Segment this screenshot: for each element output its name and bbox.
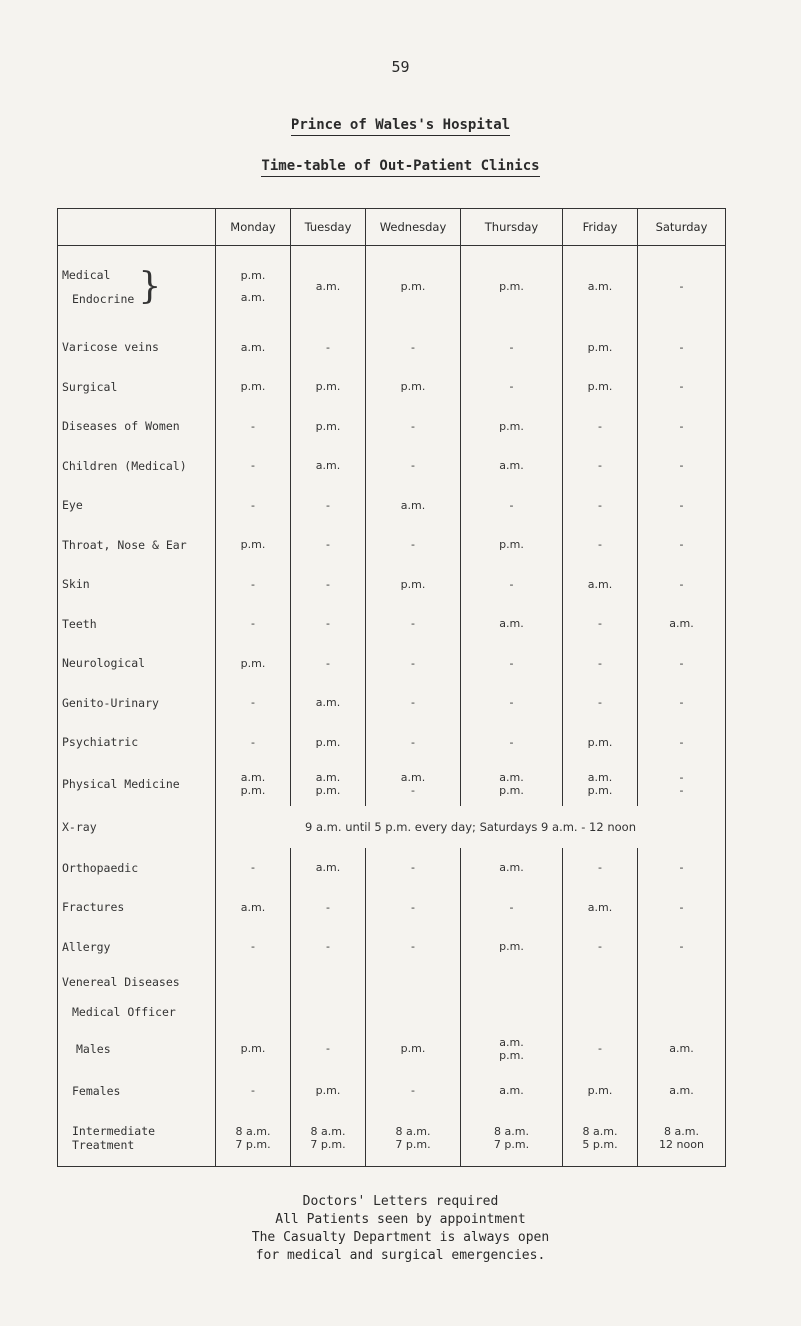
row-label [58, 967, 216, 997]
table-cell [216, 1027, 291, 1071]
cell-line: a.m. [499, 771, 524, 784]
table-cell: - [216, 683, 291, 723]
row-label-endocrine: Endocrine [72, 291, 135, 306]
row-label-text: Surgical [62, 379, 118, 394]
table-row [58, 806, 726, 848]
header-cell: Wednesday [366, 209, 461, 246]
table-cell [638, 1027, 726, 1071]
table-cell: p.m. [366, 565, 461, 605]
row-label-text: Females [72, 1083, 121, 1098]
row-label-text: Varicose veins [62, 340, 159, 355]
cell-line: 12 noon [659, 1138, 704, 1152]
row-label [58, 446, 216, 486]
table-cell [563, 1111, 638, 1167]
cell-line: 7 p.m. [395, 1138, 431, 1152]
row-label-text: Venereal Diseases [62, 974, 180, 989]
cell-line: - [411, 1084, 415, 1097]
row-label-text: Allergy [62, 939, 111, 954]
table-cell: - [366, 927, 461, 967]
table-cell: - [216, 446, 291, 486]
table-cell [461, 997, 563, 1027]
brace-symbol: } [138, 265, 162, 307]
footer-line: The Casualty Department is always open [251, 1230, 550, 1245]
table-row [58, 967, 726, 997]
table-cell: - [638, 367, 726, 407]
cell-line: - [598, 1042, 602, 1055]
footer-line: for medical and surgical emergencies. [255, 1248, 546, 1263]
table-row [58, 407, 726, 447]
cell-line: p.m. [240, 269, 266, 283]
table-row [58, 1111, 726, 1167]
table-cell [563, 997, 638, 1027]
table-cell: p.m. [216, 367, 291, 407]
table-cell: p.m. [291, 367, 366, 407]
table-cell: a.m. [461, 604, 563, 644]
table-cell: - [563, 927, 638, 967]
table-row [58, 328, 726, 368]
clinic-timetable [57, 208, 726, 1167]
table-cell: - [563, 848, 638, 888]
table-cell [461, 1071, 563, 1111]
table-cell: p.m. [291, 723, 366, 763]
table-cell [638, 762, 726, 806]
table-cell: - [216, 565, 291, 605]
row-label [58, 1111, 216, 1167]
table-cell [563, 1071, 638, 1111]
row-label [58, 565, 216, 605]
table-cell: - [366, 848, 461, 888]
table-cell [216, 1111, 291, 1167]
footer-line: All Patients seen by appointment [275, 1212, 526, 1227]
table-cell: - [638, 525, 726, 565]
table-cell: p.m. [563, 328, 638, 368]
table-cell: a.m. [291, 848, 366, 888]
table-cell: - [638, 723, 726, 763]
row-label-text: Treatment [72, 1138, 135, 1153]
cell-line: 7 p.m. [493, 1138, 530, 1152]
cell-line: p.m. [315, 784, 341, 797]
table-cell: - [291, 644, 366, 684]
cell-line: a.m. [669, 1042, 694, 1055]
row-label-text: Orthopaedic [62, 860, 139, 875]
row-label-text: Physical Medicine [62, 777, 180, 791]
table-row [58, 723, 726, 763]
row-label-text: Males [76, 1041, 111, 1056]
table-cell: - [366, 328, 461, 368]
cell-line: p.m. [315, 1084, 341, 1097]
table-cell: - [461, 565, 563, 605]
table-cell: - [563, 604, 638, 644]
document-subtitle-text: Time-table of Out-Patient Clinics [261, 158, 539, 177]
table-cell: - [563, 644, 638, 684]
row-label-text: Teeth [62, 616, 97, 631]
cell-line: p.m. [587, 784, 613, 797]
table-cell: - [461, 888, 563, 928]
footer-notes [0, 1193, 801, 1265]
table-row [58, 1027, 726, 1071]
table-cell: a.m. [563, 246, 638, 328]
table-cell [366, 762, 461, 806]
document-subtitle [0, 158, 801, 174]
table-cell [216, 967, 291, 997]
table-row [58, 446, 726, 486]
table-cell [563, 1027, 638, 1071]
table-cell: - [366, 407, 461, 447]
table-row [58, 486, 726, 526]
row-label [58, 644, 216, 684]
row-label-text: Psychiatric [62, 735, 139, 750]
table-cell: - [461, 367, 563, 407]
row-label [58, 1027, 216, 1071]
header-cell [58, 209, 216, 246]
row-label [58, 1071, 216, 1111]
cell-line: - [251, 1084, 255, 1097]
table-cell: a.m. [291, 683, 366, 723]
table-cell [461, 1027, 563, 1071]
table-cell [291, 997, 366, 1027]
table-cell [366, 1111, 461, 1167]
table-cell [638, 997, 726, 1027]
header-cell: Monday [216, 209, 291, 246]
row-label [58, 762, 216, 806]
cell-line: - [411, 784, 415, 797]
table-cell [216, 997, 291, 1027]
row-label [58, 328, 216, 368]
cell-line: 8 a.m. [235, 1125, 271, 1139]
table-cell [216, 762, 291, 806]
table-cell [216, 246, 291, 328]
table-cell: - [638, 446, 726, 486]
row-label [58, 246, 216, 328]
table-cell: p.m. [563, 723, 638, 763]
table-cell: - [216, 407, 291, 447]
row-label-text: Fractures [62, 900, 125, 915]
table-cell: - [461, 723, 563, 763]
table-cell: - [291, 525, 366, 565]
table-cell: - [291, 328, 366, 368]
row-label [58, 848, 216, 888]
table-cell: - [638, 927, 726, 967]
row-label-text: Neurological [62, 656, 146, 671]
xray-hours: 9 a.m. until 5 p.m. every day; Saturdays 9 a.m. - 12 noon [216, 806, 726, 848]
table-cell: - [563, 446, 638, 486]
table-cell: - [461, 644, 563, 684]
cell-line: p.m. [499, 1048, 524, 1062]
table-cell: - [366, 644, 461, 684]
table-cell [461, 762, 563, 806]
cell-line: - [326, 1042, 330, 1055]
table-row [58, 927, 726, 967]
row-label [58, 888, 216, 928]
cell-line: 7 p.m. [235, 1138, 271, 1152]
table-cell: - [461, 683, 563, 723]
brace-group [62, 265, 215, 307]
table-cell: - [638, 848, 726, 888]
table-cell: - [291, 604, 366, 644]
table-row [58, 565, 726, 605]
row-label [58, 997, 216, 1027]
cell-line: 8 a.m. [494, 1125, 529, 1139]
table-row [58, 1071, 726, 1111]
table-cell: - [461, 328, 563, 368]
table-cell: p.m. [563, 367, 638, 407]
table-cell [638, 1071, 726, 1111]
table-row [58, 246, 726, 328]
table-cell: - [291, 888, 366, 928]
table-cell: a.m. [461, 848, 563, 888]
table-cell: - [638, 888, 726, 928]
table-cell: - [638, 683, 726, 723]
row-label [58, 927, 216, 967]
table-cell [366, 967, 461, 997]
table-cell: p.m. [366, 367, 461, 407]
cell-line: p.m. [240, 784, 266, 797]
table-cell: - [216, 848, 291, 888]
cell-line: 8 a.m. [582, 1125, 618, 1139]
row-label [58, 683, 216, 723]
table-cell: - [638, 328, 726, 368]
table-cell: - [216, 486, 291, 526]
document-title [0, 117, 801, 133]
table-cell: - [563, 407, 638, 447]
cell-line: a.m. [499, 1035, 524, 1049]
table-cell: - [216, 604, 291, 644]
table-cell: a.m. [216, 888, 291, 928]
table-row [58, 888, 726, 928]
table-cell [366, 997, 461, 1027]
row-label-text: Throat, Nose & Ear [62, 537, 187, 552]
cell-line: 8 a.m. [395, 1125, 431, 1139]
table-cell: p.m. [291, 407, 366, 447]
table-cell: p.m. [461, 927, 563, 967]
table-row [58, 644, 726, 684]
row-label [58, 367, 216, 407]
table-cell: a.m. [461, 446, 563, 486]
table-cell [291, 762, 366, 806]
row-label-text: Intermediate [72, 1124, 156, 1139]
table-cell: - [638, 486, 726, 526]
cell-line: p.m. [499, 784, 524, 797]
cell-line: - [679, 784, 684, 797]
row-label [58, 723, 216, 763]
cell-line: a.m. [400, 771, 426, 784]
table-row [58, 997, 726, 1027]
footer-line: Doctors' Letters required [302, 1194, 499, 1209]
table-row [58, 525, 726, 565]
page-number: 59 [391, 58, 410, 76]
table-cell: - [291, 486, 366, 526]
table-cell [366, 1071, 461, 1111]
table-cell: - [563, 486, 638, 526]
table-cell [638, 967, 726, 997]
table-cell: - [638, 407, 726, 447]
row-label-text: Genito-Urinary [62, 695, 159, 710]
table-cell: - [216, 723, 291, 763]
cell-line: p.m. [240, 1042, 266, 1055]
table-cell [291, 1071, 366, 1111]
cell-line: p.m. [587, 1084, 613, 1097]
table-row [58, 367, 726, 407]
table-cell [461, 967, 563, 997]
header-cell: Saturday [638, 209, 726, 246]
header-cell: Thursday [461, 209, 563, 246]
row-label [58, 486, 216, 526]
header-cell: Friday [563, 209, 638, 246]
cell-line: 8 a.m. [664, 1125, 699, 1139]
cell-line: 7 p.m. [310, 1138, 346, 1152]
cell-line: - [679, 771, 684, 784]
table-cell: a.m. [291, 246, 366, 328]
table-row [58, 762, 726, 806]
table-cell [291, 1027, 366, 1071]
table-cell: p.m. [366, 246, 461, 328]
row-label-medical: Medical [62, 267, 111, 282]
table-cell: - [461, 486, 563, 526]
table-cell: - [291, 565, 366, 605]
table-cell [563, 967, 638, 997]
cell-line: 5 p.m. [582, 1138, 618, 1152]
table-cell [366, 1027, 461, 1071]
table-cell: - [563, 683, 638, 723]
table-cell [291, 967, 366, 997]
table-cell: a.m. [216, 328, 291, 368]
table-cell: - [216, 927, 291, 967]
table-cell: p.m. [216, 644, 291, 684]
row-label-text: Skin [62, 577, 90, 592]
cell-line: a.m. [587, 771, 613, 784]
table-cell [216, 1071, 291, 1111]
row-label-text: Medical Officer [72, 1004, 176, 1019]
table-cell: - [366, 723, 461, 763]
table-row [58, 683, 726, 723]
cell-line: p.m. [400, 1042, 426, 1055]
table-cell: - [366, 888, 461, 928]
table-cell [461, 1111, 563, 1167]
table-row [58, 604, 726, 644]
table-cell: - [366, 683, 461, 723]
table-cell: p.m. [461, 407, 563, 447]
table-cell: a.m. [638, 604, 726, 644]
row-label [58, 407, 216, 447]
cell-line: a.m. [240, 291, 266, 305]
table-cell: - [291, 927, 366, 967]
document-title-text: Prince of Wales's Hospital [291, 117, 510, 136]
header-cell: Tuesday [291, 209, 366, 246]
header-row [58, 209, 726, 246]
row-label-text: Eye [62, 498, 83, 513]
table-cell [638, 1111, 726, 1167]
row-label [58, 525, 216, 565]
row-label-text: X-ray [62, 820, 97, 834]
table-cell: p.m. [216, 525, 291, 565]
cell-line: a.m. [240, 771, 266, 784]
table-cell: - [638, 246, 726, 328]
table-cell: p.m. [461, 246, 563, 328]
table-cell: - [638, 644, 726, 684]
cell-line: a.m. [315, 771, 341, 784]
row-label-text: Children (Medical) [62, 458, 187, 473]
table-cell: a.m. [291, 446, 366, 486]
table-cell: - [563, 525, 638, 565]
table-row [58, 848, 726, 888]
table-cell: - [366, 446, 461, 486]
table-cell: - [366, 604, 461, 644]
table-cell: p.m. [461, 525, 563, 565]
table-cell [291, 1111, 366, 1167]
row-label-text: Diseases of Women [62, 419, 180, 434]
row-label [58, 806, 216, 848]
table-cell [563, 762, 638, 806]
table-cell: a.m. [563, 565, 638, 605]
cell-line: a.m. [499, 1084, 524, 1097]
cell-line: a.m. [669, 1084, 694, 1097]
table-cell: a.m. [366, 486, 461, 526]
cell-line: 8 a.m. [310, 1125, 346, 1139]
row-label [58, 604, 216, 644]
table-cell: a.m. [563, 888, 638, 928]
table-cell: - [366, 525, 461, 565]
table-cell: - [638, 565, 726, 605]
